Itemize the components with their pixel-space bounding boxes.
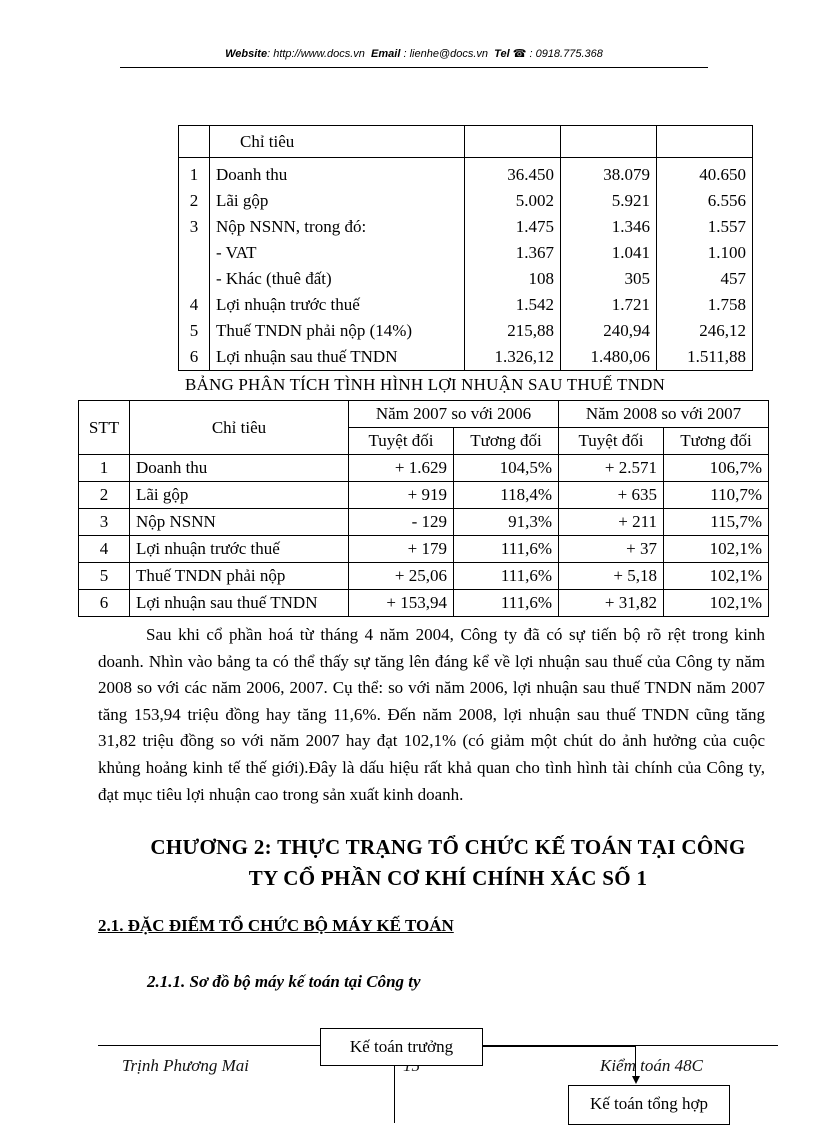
connector-chief-down — [394, 1064, 395, 1123]
row-label: Nộp NSNN, trong đó: — [210, 214, 465, 240]
website-value: : http://www.docs.vn — [267, 48, 365, 60]
rel-2008: 102,1% — [664, 563, 769, 590]
table-row — [79, 509, 769, 536]
rel-2007: 111,6% — [454, 563, 559, 590]
table-row — [179, 158, 753, 189]
value-2007: 1.480,06 — [561, 344, 657, 371]
row-stt: 4 — [79, 536, 130, 563]
tel-value: : 0918.775.368 — [526, 48, 603, 60]
row-stt: 2 — [79, 482, 130, 509]
rel-2008: 115,7% — [664, 509, 769, 536]
row-number: 6 — [179, 344, 210, 371]
rel-2007: 104,5% — [454, 455, 559, 482]
row-number: 4 — [179, 292, 210, 318]
table-row — [79, 563, 769, 590]
header-stt: STT — [79, 401, 130, 455]
value-2008: 1.100 — [657, 240, 753, 266]
header-rel-1: Tương đối — [454, 428, 559, 455]
analysis-paragraph — [98, 622, 765, 808]
row-number: 1 — [179, 158, 210, 189]
abs-2007: + 153,94 — [349, 590, 454, 617]
value-2006: 36.450 — [465, 158, 561, 189]
row-label: Lợi nhuận trước thuế — [210, 292, 465, 318]
value-2007: 1.346 — [561, 214, 657, 240]
value-2007: 38.079 — [561, 158, 657, 189]
value-2008: 1.511,88 — [657, 344, 753, 371]
connector-chief-right — [481, 1046, 636, 1047]
row-label: Lãi gộp — [210, 188, 465, 214]
chapter-line-1: CHƯƠNG 2: THỰC TRẠNG TỔ CHỨC KẾ TOÁN TẠI CÔNG — [150, 835, 746, 859]
table-row — [79, 482, 769, 509]
rel-2008: 110,7% — [664, 482, 769, 509]
value-2006: 108 — [465, 266, 561, 292]
header-rel-2: Tương đối — [664, 428, 769, 455]
table-row — [179, 188, 753, 214]
header-abs-2: Tuyệt đối — [559, 428, 664, 455]
header-group-2007: Năm 2007 so với 2006 — [349, 401, 559, 428]
table-row — [179, 344, 753, 371]
value-2006: 1.326,12 — [465, 344, 561, 371]
footer-class: Kiểm toán 48C — [600, 1056, 703, 1075]
value-2007: 1.041 — [561, 240, 657, 266]
abs-2008: + 2.571 — [559, 455, 664, 482]
abs-2008: + 31,82 — [559, 590, 664, 617]
value-2008: 40.650 — [657, 158, 753, 189]
row-label: Thuế TNDN phải nộp — [130, 563, 349, 590]
analysis-table — [78, 400, 769, 617]
tel-label: Tel — [494, 48, 510, 60]
abs-2008: + 635 — [559, 482, 664, 509]
header-chi-tieu: Chỉ tiêu — [210, 126, 465, 158]
row-label: Lợi nhuận sau thuế TNDN — [130, 590, 349, 617]
website-label: Website — [225, 48, 268, 60]
subsection-heading: 2.1.1. Sơ đồ bộ máy kế toán tại Công ty — [147, 972, 421, 991]
abs-2007: + 1.629 — [349, 455, 454, 482]
table-header-row — [179, 126, 753, 158]
rel-2007: 118,4% — [454, 482, 559, 509]
page-header — [120, 47, 708, 60]
row-stt: 3 — [79, 509, 130, 536]
rel-2008: 102,1% — [664, 536, 769, 563]
table-row — [179, 292, 753, 318]
value-2008: 1.758 — [657, 292, 753, 318]
row-label: Lợi nhuận trước thuế — [130, 536, 349, 563]
financial-table — [178, 125, 753, 371]
rel-2008: 106,7% — [664, 455, 769, 482]
analysis-table-title: BẢNG PHÂN TÍCH TÌNH HÌNH LỢI NHUẬN SAU THUẾ TNDN — [184, 375, 666, 394]
value-2006: 5.002 — [465, 188, 561, 214]
abs-2008: + 5,18 — [559, 563, 664, 590]
header-group-2008: Năm 2008 so với 2007 — [559, 401, 769, 428]
header-rule — [120, 67, 708, 68]
table-row — [179, 240, 753, 266]
row-label: Nộp NSNN — [130, 509, 349, 536]
row-label: Doanh thu — [130, 455, 349, 482]
row-label: - VAT — [210, 240, 465, 266]
row-number: 3 — [179, 214, 210, 240]
row-number — [179, 266, 210, 292]
value-2007: 1.721 — [561, 292, 657, 318]
value-2007: 5.921 — [561, 188, 657, 214]
table-header-row — [79, 401, 769, 428]
table-row — [179, 214, 753, 240]
footer-author: Trịnh Phương Mai — [122, 1056, 249, 1075]
row-label: Lãi gộp — [130, 482, 349, 509]
value-2006: 1.542 — [465, 292, 561, 318]
table-row — [179, 266, 753, 292]
value-2008: 6.556 — [657, 188, 753, 214]
value-2006: 215,88 — [465, 318, 561, 344]
phone-icon: ☎ — [512, 48, 527, 60]
abs-2008: + 211 — [559, 509, 664, 536]
table-row — [79, 590, 769, 617]
row-label: Lợi nhuận sau thuế TNDN — [210, 344, 465, 371]
general-accountant-box: Kế toán tổng hợp — [568, 1085, 730, 1125]
table-row — [79, 455, 769, 482]
row-number: 2 — [179, 188, 210, 214]
row-number: 5 — [179, 318, 210, 344]
email-label: Email — [371, 48, 401, 60]
row-stt: 5 — [79, 563, 130, 590]
value-2008: 1.557 — [657, 214, 753, 240]
value-2008: 457 — [657, 266, 753, 292]
abs-2008: + 37 — [559, 536, 664, 563]
chief-accountant-box: Kế toán trưởng — [320, 1028, 483, 1066]
chapter-title — [98, 832, 798, 894]
row-label: Doanh thu — [210, 158, 465, 189]
table-row — [79, 536, 769, 563]
row-number — [179, 240, 210, 266]
header-chi-tieu: Chỉ tiêu — [130, 401, 349, 455]
rel-2007: 111,6% — [454, 536, 559, 563]
email-value: : lienhe@docs.vn — [400, 48, 489, 60]
value-2006: 1.475 — [465, 214, 561, 240]
abs-2007: + 25,06 — [349, 563, 454, 590]
row-stt: 1 — [79, 455, 130, 482]
value-2008: 246,12 — [657, 318, 753, 344]
value-2006: 1.367 — [465, 240, 561, 266]
paragraph-text: Sau khi cổ phần hoá từ tháng 4 năm 2004, Công ty đã có sự tiến bộ rõ rệt trong kinh doanh. Nhìn vào bảng ta có thể thấy sự tăng lên đáng kể về lợi nhuận sau thuế của Công ty năm 2008 so với các năm 2006, 2007. Cụ thể: so với năm 2006, lợi nhuận sau thuế TNDN năm 2007 tăng 153,94 triệu đồng hay tăng 11,6%. Đến năm 2008, lợi nhuận sau thuế TNDN cũng tăng 31,82 triệu đồng so với năm 2007 hay đạt 102,1% (có giảm một chút do ảnh hưởng của cuộc khủng hoảng kinh tế thế giới).Đây là dấu hiệu rất khả quan cho tình hình tài chính của Công ty, đạt mục tiêu lợi nhuận cao trong sản xuất kinh doanh. — [98, 625, 765, 804]
abs-2007: - 129 — [349, 509, 454, 536]
section-heading: 2.1. ĐẶC ĐIỂM TỔ CHỨC BỘ MÁY KẾ TOÁN — [98, 916, 454, 935]
table-row — [179, 318, 753, 344]
chapter-line-2: TY CỔ PHẦN CƠ KHÍ CHÍNH XÁC SỐ 1 — [248, 866, 648, 890]
row-stt: 6 — [79, 590, 130, 617]
value-2007: 305 — [561, 266, 657, 292]
abs-2007: + 179 — [349, 536, 454, 563]
arrow-down-icon — [632, 1076, 640, 1084]
header-abs-1: Tuyệt đối — [349, 428, 454, 455]
abs-2007: + 919 — [349, 482, 454, 509]
rel-2008: 102,1% — [664, 590, 769, 617]
rel-2007: 111,6% — [454, 590, 559, 617]
value-2007: 240,94 — [561, 318, 657, 344]
row-label: Thuế TNDN phải nộp (14%) — [210, 318, 465, 344]
row-label: - Khác (thuê đất) — [210, 266, 465, 292]
rel-2007: 91,3% — [454, 509, 559, 536]
